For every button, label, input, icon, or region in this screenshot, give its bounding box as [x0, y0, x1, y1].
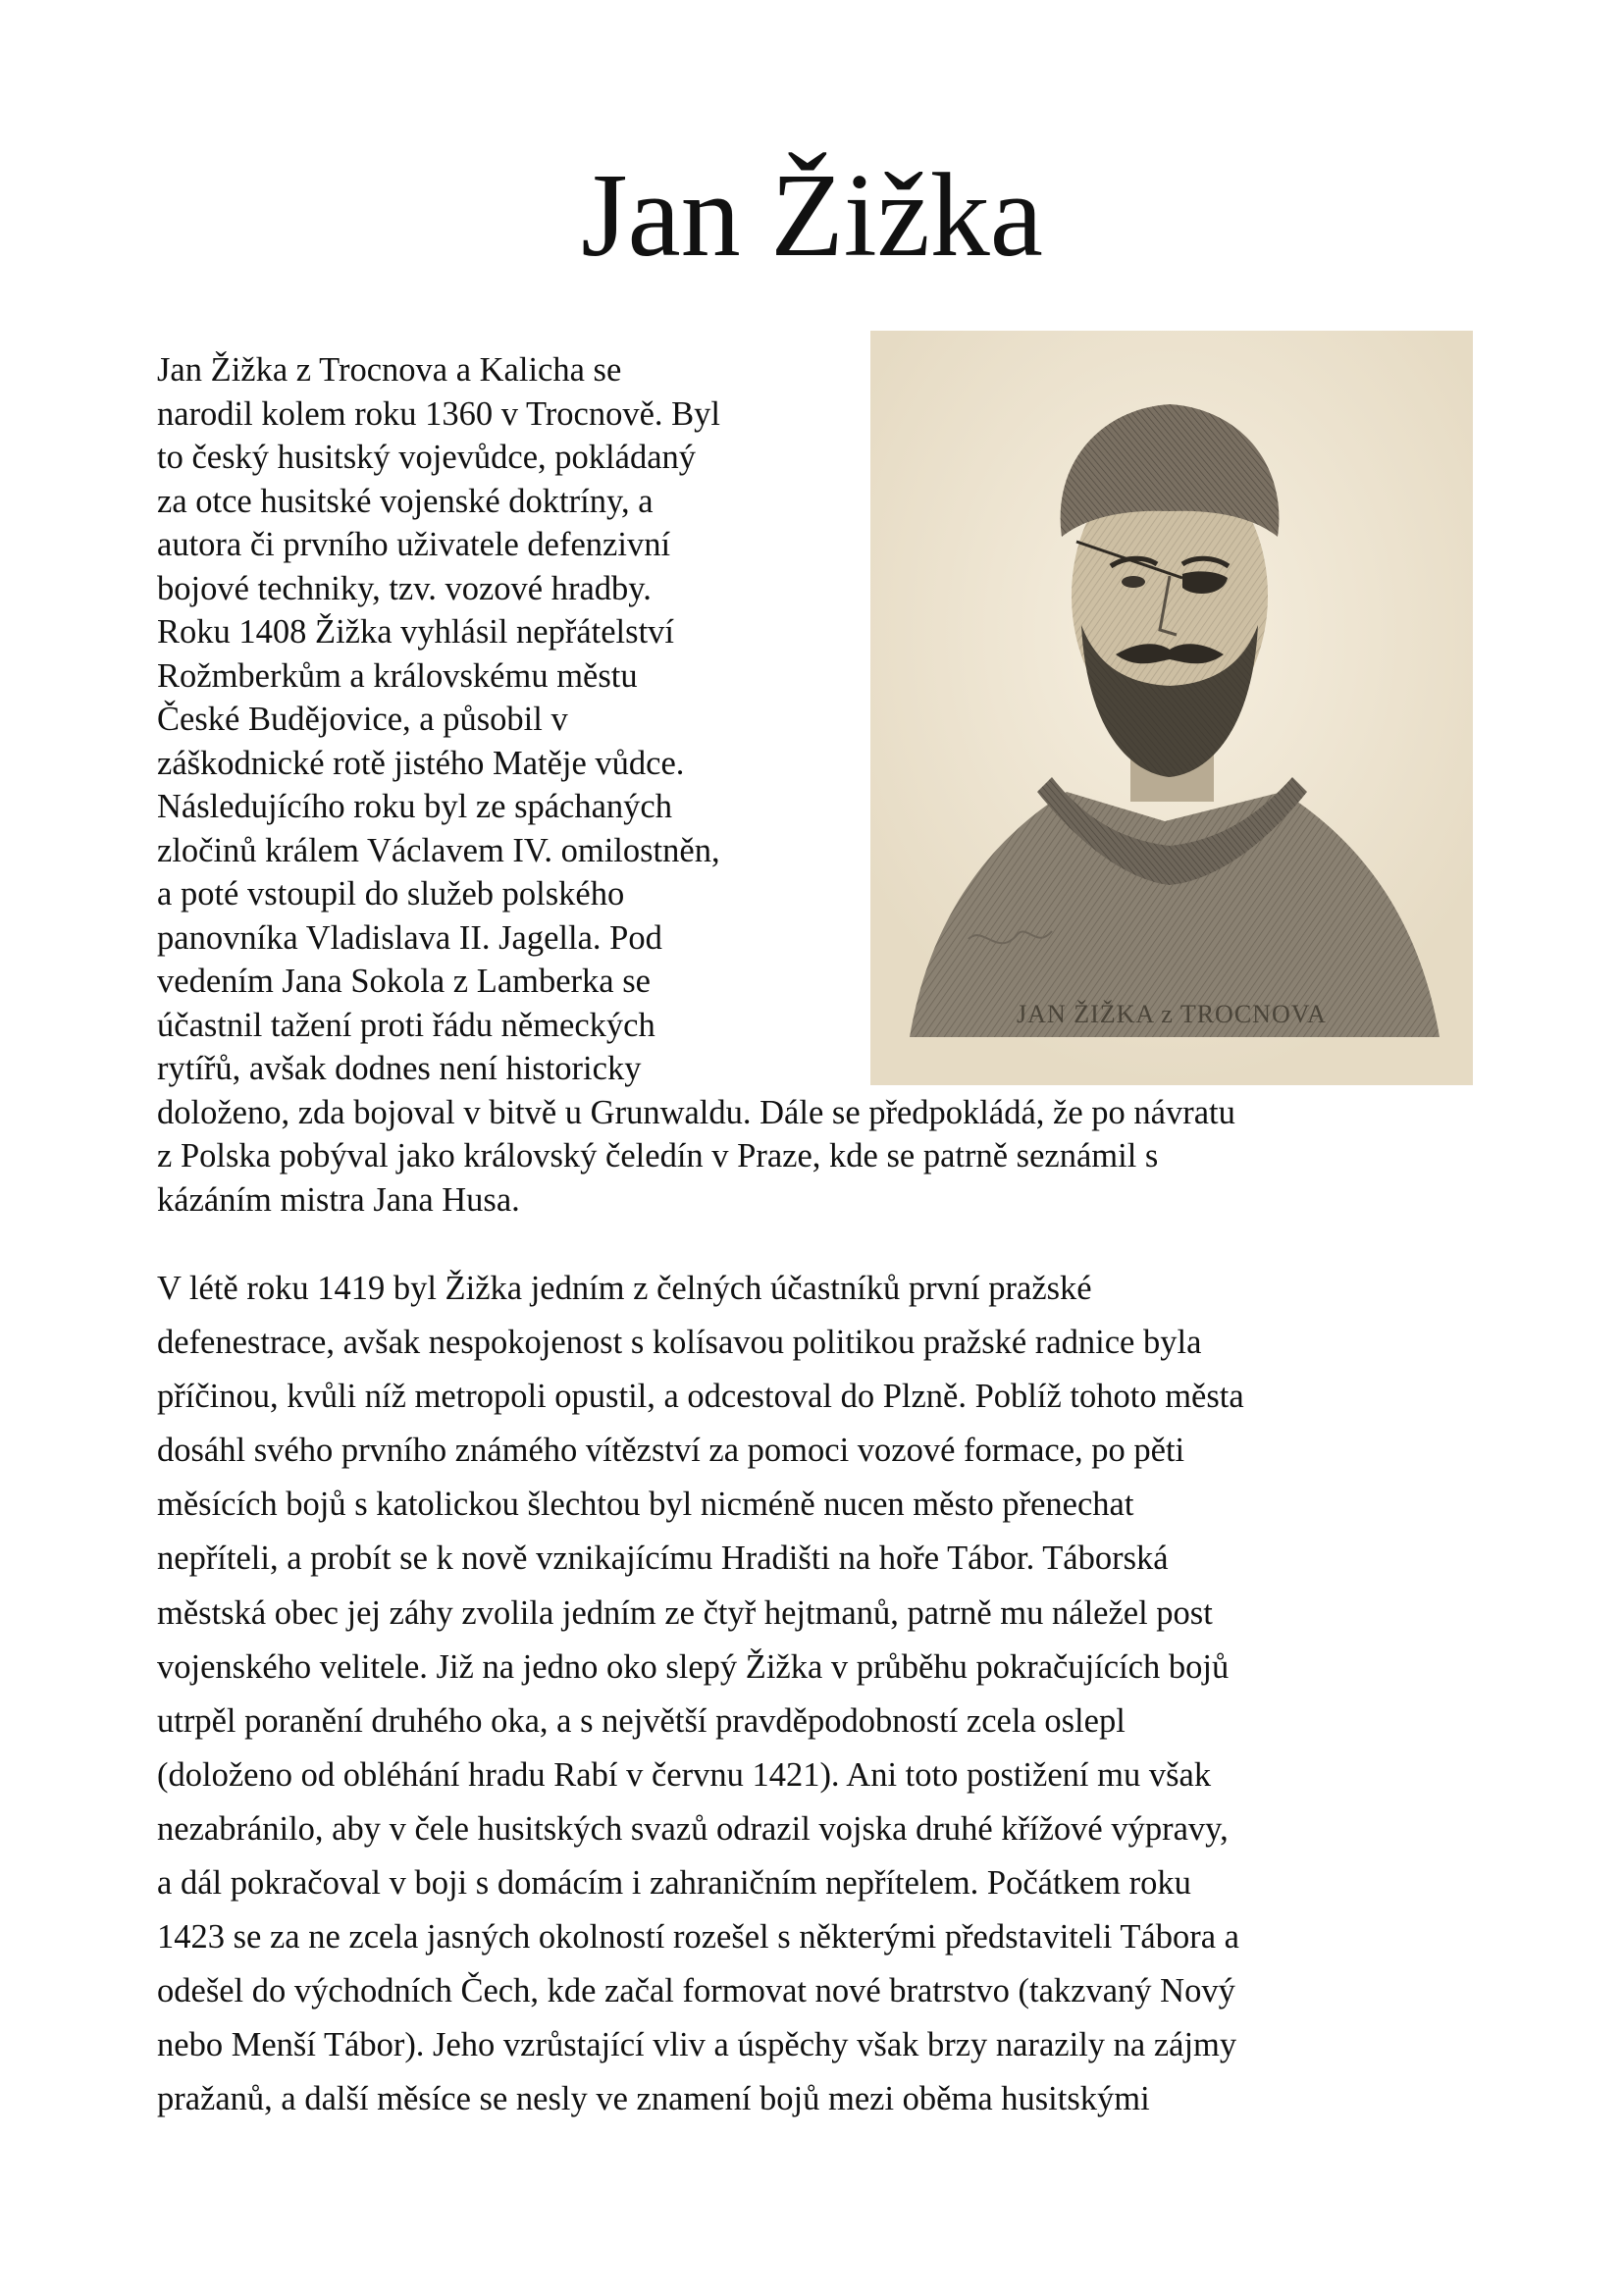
text-line: odešel do východních Čech, kde začal formovat nové bratrstvo (takzvaný Nový	[157, 1972, 1235, 2010]
text-line: Následujícího roku byl ze spáchaných	[157, 788, 672, 825]
text-line: rytířů, avšak dodnes není historicky	[157, 1050, 642, 1087]
text-line: dosáhl svého prvního známého vítězství za pomoci vozové formace, po pěti	[157, 1432, 1185, 1470]
text-line: Roku 1408 Žižka vyhlásil nepřátelství	[157, 613, 674, 651]
text-line: to český husitský vojevůdce, pokládaný	[157, 439, 697, 476]
portrait-caption: JAN ŽIŽKA z TROCNOVA	[1017, 1000, 1327, 1028]
intro-paragraph	[157, 348, 1531, 1222]
text-line: městská obec jej záhy zvolila jedním ze čtyř hejtmanů, patrně mu náležel post	[157, 1593, 1213, 1632]
text-line: a poté vstoupil do služeb polského	[157, 875, 625, 913]
text-line: bojové techniky, tzv. vozové hradby.	[157, 569, 652, 607]
text-line: V létě roku 1419 byl Žižka jedním z čelných účastníků první pražské	[157, 1270, 1092, 1307]
text-line: zločinů králem Václavem IV. omilostněn,	[157, 831, 720, 869]
text-line: kázáním mistra Jana Husa.	[157, 1180, 520, 1219]
text-line: vedením Jana Sokola z Lamberka se	[157, 963, 651, 1000]
text-line: z Polska pobýval jako královský čeledín v Praze, kde se patrně seznámil s	[157, 1137, 1159, 1174]
text-line: vojenského velitele. Již na jedno oko slepý Žižka v průběhu pokračujících bojů	[157, 1647, 1230, 1686]
text-line: a dál pokračoval v boji s domácím i zahraničním nepřítelem. Počátkem roku	[157, 1864, 1191, 1903]
page-title: Jan Žižka	[581, 149, 1043, 282]
text-line: měsících bojů s katolickou šlechtou byl nicméně nucen město přenechat	[157, 1486, 1134, 1524]
text-line: příčinou, kvůli níž metropoli opustil, a odcestoval do Plzně. Poblíž tohoto města	[157, 1378, 1244, 1416]
text-line: účastnil tažení proti řádu německých	[157, 1006, 655, 1044]
text-line: České Budějovice, a působil v	[157, 701, 568, 738]
text-line: 1423 se za ne zcela jasných okolností rozešel s některými představiteli Tábora a	[157, 1918, 1239, 1957]
text-line: nepříteli, a probít se k nově vznikajícímu Hradišti na hoře Tábor. Táborská	[157, 1539, 1169, 1578]
text-line: utrpěl poranění druhého oka, a s největší pravděpodobností zcela oslepl	[157, 1701, 1126, 1740]
text-line: panovníka Vladislava II. Jagella. Pod	[157, 918, 662, 957]
text-line: defenestrace, avšak nespokojenost s kolísavou politikou pražské radnice byla	[157, 1324, 1202, 1362]
text-line: záškodnické rotě jistého Matěje vůdce.	[157, 744, 685, 782]
body-paragraph	[157, 1262, 1531, 2127]
text-line: autora či prvního uživatele defenzivní	[157, 526, 671, 563]
text-line: (doloženo od obléhání hradu Rabí v červnu 1421). Ani toto postižení mu však	[157, 1755, 1212, 1794]
text-line: nezabránilo, aby v čele husitských svazů odrazil vojska druhé křížové výpravy,	[157, 1809, 1229, 1848]
text-line: pražanů, a další měsíce se nesly ve znamení bojů mezi oběma husitskými	[157, 2080, 1150, 2118]
text-line: nebo Menší Tábor). Jeho vzrůstající vliv a úspěchy však brzy narazily na zájmy	[157, 2026, 1237, 2064]
text-line: doloženo, zda bojoval v bitvě u Grunwaldu. Dále se předpokládá, že po návratu	[157, 1093, 1235, 1131]
text-line: za otce husitské vojenské doktríny, a	[157, 482, 654, 520]
text-line: Jan Žižka z Trocnova a Kalicha se	[157, 351, 622, 389]
text-line: narodil kolem roku 1360 v Trocnově. Byl	[157, 394, 721, 433]
text-line: Rožmberkům a královskému městu	[157, 656, 638, 695]
